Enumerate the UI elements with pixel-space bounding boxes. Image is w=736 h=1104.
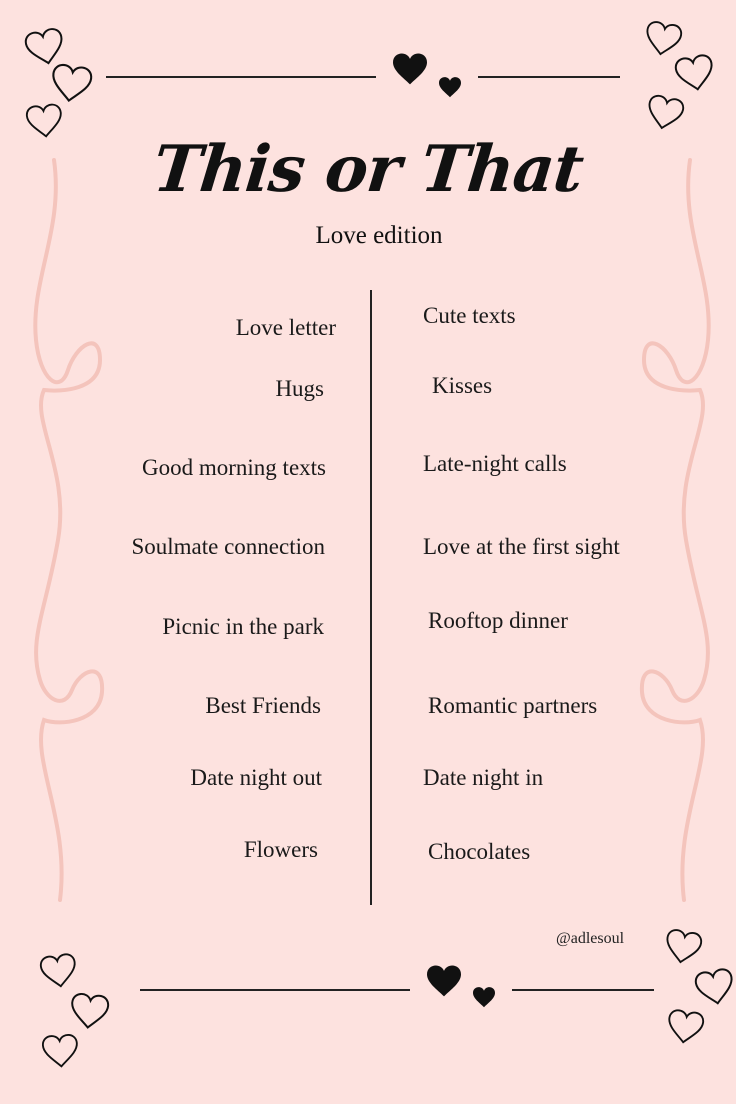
that-option: Romantic partners bbox=[428, 693, 598, 718]
that-option: Cute texts bbox=[423, 303, 516, 328]
that-option: Chocolates bbox=[428, 839, 531, 864]
this-option: Love letter bbox=[235, 315, 336, 340]
that-option: Love at the first sight bbox=[423, 534, 620, 559]
this-option: Flowers bbox=[243, 837, 318, 862]
this-option: Date night out bbox=[190, 765, 322, 790]
this-option: Best Friends bbox=[205, 693, 321, 718]
author-handle: @adlesoul bbox=[556, 930, 625, 947]
squiggle-border-right bbox=[642, 160, 709, 900]
page-title: This or That bbox=[149, 132, 587, 207]
that-option: Date night in bbox=[423, 765, 544, 790]
page-subtitle: Love edition bbox=[315, 222, 443, 249]
that-option: Late-night calls bbox=[423, 451, 567, 476]
this-option: Picnic in the park bbox=[162, 614, 324, 639]
this-option: Soulmate connection bbox=[131, 534, 325, 559]
this-option: Good morning texts bbox=[142, 455, 326, 480]
that-option: Kisses bbox=[432, 373, 493, 398]
this-option: Hugs bbox=[275, 376, 324, 401]
squiggle-border-left bbox=[35, 160, 102, 900]
that-option: Rooftop dinner bbox=[428, 608, 568, 633]
